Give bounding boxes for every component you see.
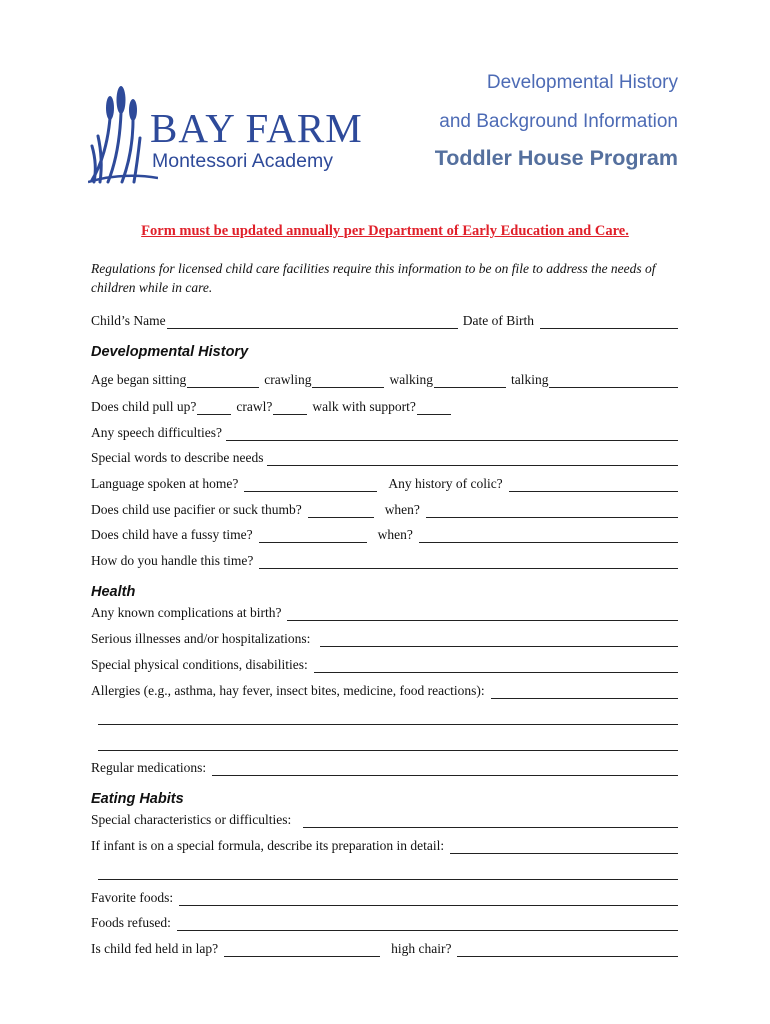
formula-field-2[interactable]: [98, 865, 678, 880]
speech-label: Any speech difficulties?: [91, 425, 222, 440]
formula-field[interactable]: [450, 839, 678, 854]
foods-refused-field[interactable]: [177, 916, 678, 931]
pacifier-when-field[interactable]: [426, 503, 678, 518]
crawl-field[interactable]: [273, 400, 307, 415]
formula-label: If infant is on a special formula, describe its preparation in detail:: [91, 838, 445, 853]
eating-habits-heading: Eating Habits: [91, 791, 184, 807]
special-words-label: Special words to describe needs: [91, 450, 264, 465]
talking-field[interactable]: [549, 373, 678, 388]
formula-row: [91, 836, 679, 854]
colic-label: Any history of colic?: [388, 476, 503, 491]
lap-field[interactable]: [224, 942, 380, 957]
medications-field[interactable]: [212, 761, 678, 776]
developmental-history-heading: Developmental History: [91, 344, 249, 360]
bay-farm-logo: [88, 86, 368, 186]
allergies-field[interactable]: [491, 684, 678, 699]
pull-up-label: Does child pull up?: [91, 399, 197, 414]
annual-update-notice: Form must be updated annually per Department of Early Education and Care.: [141, 223, 629, 239]
logo-subtitle: Montessori Academy: [152, 150, 333, 172]
handle-field[interactable]: [259, 554, 678, 569]
child-info-row: [91, 311, 679, 329]
child-name-field[interactable]: [167, 314, 458, 329]
walking-label: walking: [389, 372, 433, 387]
favorite-foods-label: Favorite foods:: [91, 890, 174, 905]
header-line-2: and Background Information: [439, 111, 678, 132]
fussy-label: Does child have a fussy time?: [91, 527, 253, 542]
pacifier-label: Does child use pacifier or suck thumb?: [91, 502, 302, 517]
illnesses-label: Serious illnesses and/or hospitalizations:: [91, 631, 311, 646]
medications-row: [91, 758, 679, 776]
pull-up-field[interactable]: [197, 400, 231, 415]
walk-support-field[interactable]: [417, 400, 451, 415]
dob-label: Date of Birth: [462, 313, 534, 328]
milestones-row: [91, 370, 679, 388]
lap-label: Is child fed held in lap?: [91, 941, 219, 956]
fussy-when-label: when?: [377, 527, 413, 542]
characteristics-label: Special characteristics or difficulties:: [91, 812, 292, 827]
sitting-field[interactable]: [187, 373, 259, 388]
pacifier-field[interactable]: [308, 503, 374, 518]
fussy-when-field[interactable]: [419, 528, 678, 543]
favorite-foods-field[interactable]: [179, 891, 678, 906]
high-chair-field[interactable]: [457, 942, 678, 957]
complications-field[interactable]: [287, 606, 678, 621]
characteristics-row: [91, 810, 679, 828]
handle-row: [91, 551, 679, 569]
crawl-label: crawl?: [236, 399, 273, 414]
complications-label: Any known complications at birth?: [91, 605, 282, 620]
header-line-1: Developmental History: [486, 72, 678, 93]
speech-field[interactable]: [226, 426, 678, 441]
formula-line-2: [97, 862, 679, 880]
medications-label: Regular medications:: [91, 760, 207, 775]
allergies-field-3[interactable]: [98, 736, 678, 751]
cattail-icon: [88, 86, 158, 186]
child-name-label: Child’s Name: [91, 313, 166, 328]
fussy-row: [91, 525, 679, 543]
high-chair-label: high chair?: [391, 941, 452, 956]
health-heading: Health: [91, 584, 136, 600]
special-words-row: [91, 448, 679, 466]
language-row: [91, 474, 679, 492]
pull-up-row: [91, 397, 679, 415]
sitting-label: Age began sitting: [91, 372, 187, 387]
physical-label: Special physical conditions, disabilities:: [91, 657, 308, 672]
speech-row: [91, 423, 679, 441]
characteristics-field[interactable]: [303, 813, 678, 828]
allergies-line-3: [97, 733, 679, 751]
allergies-row: [91, 681, 679, 699]
allergies-field-2[interactable]: [98, 710, 678, 725]
intro-text: Regulations for licensed child care facilities require this information to be on file to address the needs of children while in care.: [91, 261, 656, 295]
walk-support-label: walk with support?: [312, 399, 416, 414]
program-title: Toddler House Program: [434, 146, 678, 170]
complications-row: [91, 603, 679, 621]
physical-field[interactable]: [314, 658, 678, 673]
illnesses-row: [91, 629, 679, 647]
fussy-field[interactable]: [259, 528, 367, 543]
foods-refused-row: [91, 913, 679, 931]
special-words-field[interactable]: [267, 451, 678, 466]
language-field[interactable]: [244, 477, 377, 492]
colic-field[interactable]: [509, 477, 678, 492]
feeding-row: [91, 939, 679, 957]
logo-name: BAY FARM: [150, 105, 363, 151]
foods-refused-label: Foods refused:: [91, 915, 171, 930]
pacifier-when-label: when?: [384, 502, 420, 517]
crawling-label: crawling: [264, 372, 312, 387]
dob-field[interactable]: [540, 314, 678, 329]
crawling-field[interactable]: [312, 373, 384, 388]
handle-label: How do you handle this time?: [91, 553, 254, 568]
language-label: Language spoken at home?: [91, 476, 239, 491]
pacifier-row: [91, 500, 679, 518]
allergies-line-2: [97, 707, 679, 725]
favorite-foods-row: [91, 888, 679, 906]
walking-field[interactable]: [434, 373, 506, 388]
physical-row: [91, 655, 679, 673]
illnesses-field[interactable]: [320, 632, 678, 647]
talking-label: talking: [510, 372, 549, 387]
allergies-label: Allergies (e.g., asthma, hay fever, insect bites, medicine, food reactions):: [91, 683, 485, 698]
